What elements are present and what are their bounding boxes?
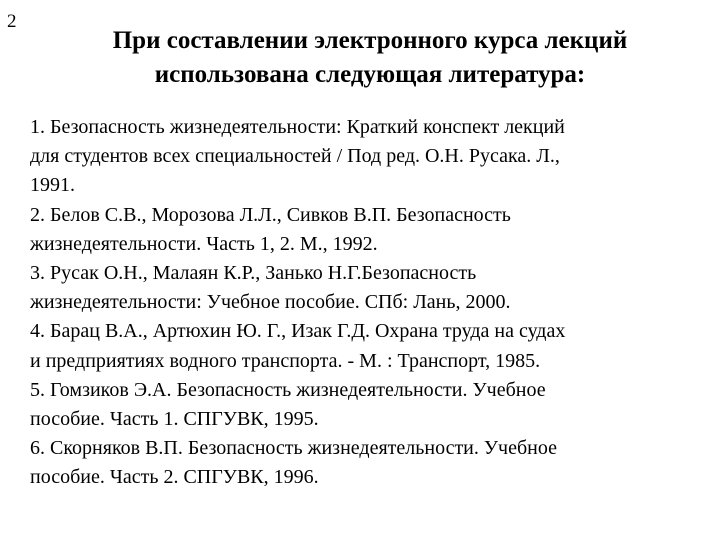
reference-line: 6. Скорняков В.П. Безопасность жизнедеятельности. Учебное bbox=[30, 437, 557, 460]
reference-line: пособие. Часть 1. СПГУВК, 1995. bbox=[30, 408, 319, 431]
reference-line: пособие. Часть 2. СПГУВК, 1996. bbox=[30, 466, 319, 489]
reference-item bbox=[30, 259, 710, 317]
reference-item bbox=[30, 317, 710, 375]
reference-item bbox=[30, 376, 710, 434]
reference-line: 1. Безопасность жизнедеятельности: Краткий конспект лекций bbox=[30, 116, 565, 138]
reference-line: и предприятиях водного транспорта. - М. : Транспорт, 1985. bbox=[30, 349, 541, 372]
slide-title-line: При составлении электронного курса лекций bbox=[112, 27, 628, 54]
slide-title-line: использована следующая литература: bbox=[154, 61, 586, 88]
reference-line: 1991. bbox=[30, 174, 75, 197]
reference-line: 2. Белов С.В., Морозова Л.Л., Сивков В.П. Безопасность bbox=[30, 203, 511, 226]
reference-item bbox=[30, 201, 710, 259]
reference-line: жизнедеятельности. Часть 1, 2. М., 1992. bbox=[30, 232, 378, 255]
reference-line: для студентов всех специальностей / Под ред. О.Н. Русака. Л., bbox=[30, 145, 560, 168]
reference-item bbox=[30, 113, 710, 201]
reference-line: 3. Русак О.Н., Малаян К.Р., Занько Н.Г.Безопасность bbox=[30, 262, 477, 285]
reference-item bbox=[30, 434, 710, 492]
slide-number: 2 bbox=[7, 11, 17, 32]
reference-line: 5. Гомзиков Э.А. Безопасность жизнедеятельности. Учебное bbox=[30, 378, 546, 401]
reference-line: 4. Барац В.А., Артюхин Ю. Г., Изак Г.Д. Охрана труда на судах bbox=[30, 320, 566, 343]
reference-line: жизнедеятельности: Учебное пособие. СПб: Лань, 2000. bbox=[30, 291, 511, 314]
reference-list bbox=[30, 113, 710, 493]
slide-title bbox=[60, 24, 680, 92]
